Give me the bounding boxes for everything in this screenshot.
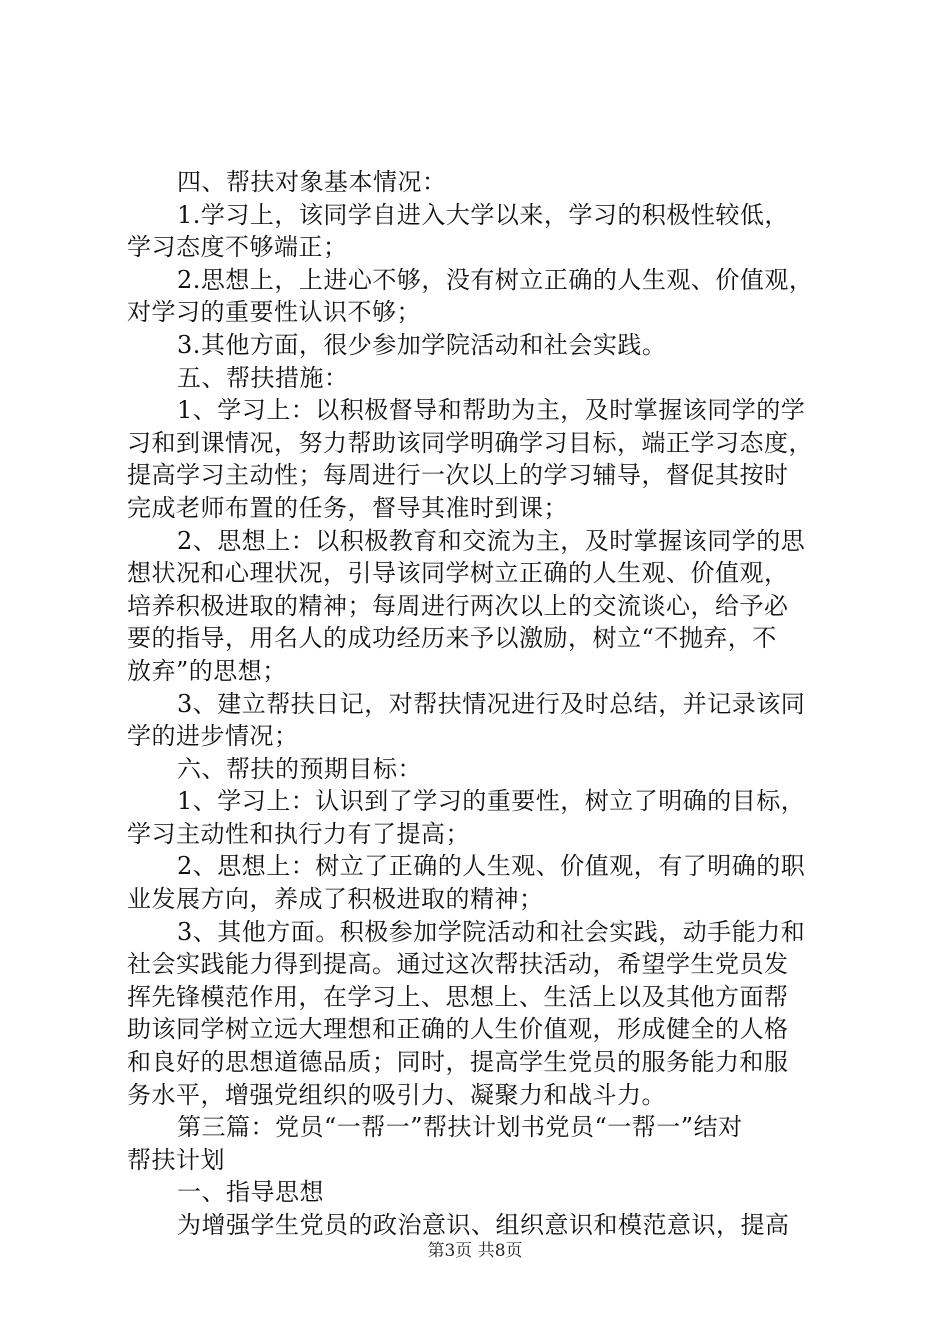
text-line: 3.其他方面，很少参加学院活动和社会实践。 [177,330,667,359]
text-line: 五、帮扶措施： [177,363,349,392]
text-line: 六、帮扶的预期目标： [177,754,422,783]
text-line: 四、帮扶对象基本情况： [177,168,447,196]
text-line: 和良好的思想道德品质；同时，提高学生党员的服务能力和服 [127,1048,789,1077]
text-line: 习和到课情况，努力帮助该同学明确学习目标，端正学习态度， [127,428,813,457]
text-line: 想状况和心理状况，引导该同学树立正确的人生观、价值观， [127,559,789,588]
text-line: 为增强学生党员的政治意识、组织意识和模范意识，提高 [177,1211,790,1239]
text-line: 社会实践能力得到提高。通过这次帮扶活动，希望学生党员发 [127,950,789,979]
text-line: 助该同学树立远大理想和正确的人生价值观，形成健全的人格 [127,1015,789,1044]
text-line: 3、其他方面。积极参加学院活动和社会实践，动手能力和 [177,917,806,946]
text-line: 2、思想上：树立了正确的人生观、价值观，有了明确的职 [177,852,806,881]
text-line: 第三篇：党员“一帮一”帮扶计划书党员“一帮一”结对 [177,1113,743,1142]
text-line: 一、指导思想 [177,1178,324,1207]
text-line: 对学习的重要性认识不够； [127,298,421,327]
text-line: 1.学习上，该同学自进入大学以来，学习的积极性较低， [177,200,789,229]
text-line: 提高学习主动性；每周进行一次以上的学习辅导，督促其按时 [127,461,789,490]
text-line: 完成老师布置的任务，督导其准时到课； [127,493,568,522]
text-line: 2.思想上，上进心不够，没有树立正确的人生观、价值观， [177,265,814,294]
text-line: 1、学习上：认识到了学习的重要性，树立了明确的目标， [177,787,806,816]
text-line: 学习主动性和执行力有了提高； [127,819,470,848]
text-line: 学的进步情况； [127,722,299,751]
text-line: 要的指导，用名人的成功经历来予以激励，树立“不抛弃，不 [127,624,777,653]
text-line: 业发展方向，养成了积极进取的精神； [127,885,544,914]
text-line: 放弃”的思想； [127,656,287,685]
text-line: 务水平，增强党组织的吸引力、凝聚力和战斗力。 [127,1080,666,1109]
page-footer: 第3页 共8页 [427,1241,523,1261]
document-body [127,166,833,1242]
text-line: 1、学习上：以积极督导和帮助为主，及时掌握该同学的学 [177,396,806,425]
text-line: 培养积极进取的精神；每周进行两次以上的交流谈心，给予必 [127,591,789,620]
text-line: 挥先锋模范作用，在学习上、思想上、生活上以及其他方面帮 [127,982,789,1011]
text-line: 2、思想上：以积极教育和交流为主，及时掌握该同学的思 [177,526,806,555]
text-line: 帮扶计划 [127,1145,225,1174]
text-line: 学习态度不够端正； [127,233,348,262]
text-line: 3、建立帮扶日记，对帮扶情况进行及时总结，并记录该同 [177,689,806,718]
